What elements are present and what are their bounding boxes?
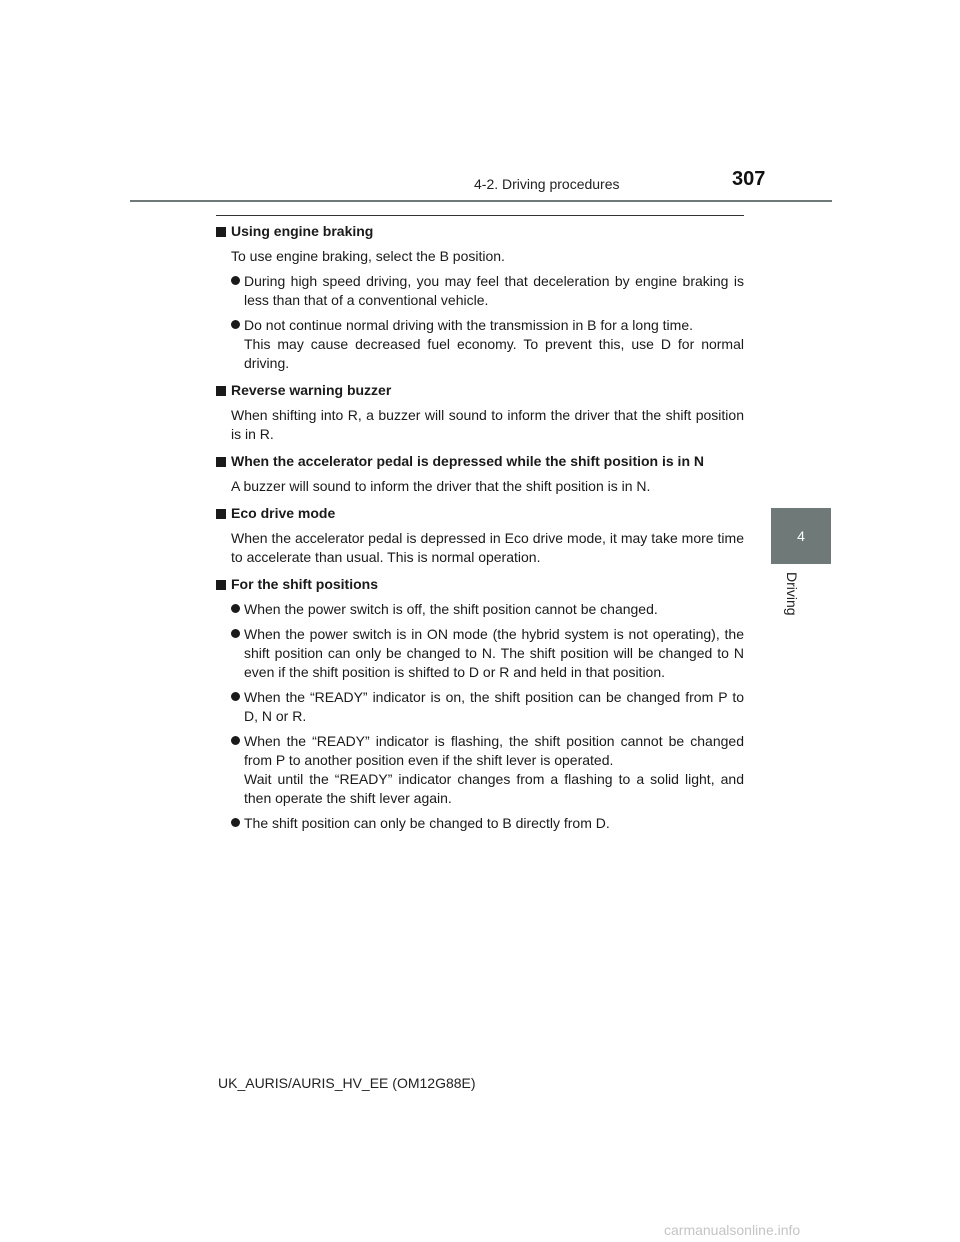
round-bullet-icon bbox=[231, 736, 240, 745]
chapter-tab[interactable]: 4 bbox=[771, 508, 831, 564]
section-heading bbox=[216, 504, 744, 523]
section bbox=[216, 504, 744, 567]
section bbox=[216, 222, 744, 373]
round-bullet-icon bbox=[231, 818, 240, 827]
section-heading bbox=[216, 222, 744, 241]
list-item-text: During high speed driving, you may feel that deceleration by engine braking is less than that of a conventional vehicle. bbox=[244, 273, 744, 308]
section-paragraph: When the accelerator pedal is depressed in Eco drive mode, it may take more time to accelerate than usual. This is normal operation. bbox=[231, 530, 744, 565]
square-bullet-icon bbox=[216, 386, 226, 396]
header-rule bbox=[130, 200, 832, 202]
section bbox=[216, 452, 744, 496]
list-item bbox=[231, 316, 744, 373]
section-paragraph: To use engine braking, select the B position. bbox=[231, 248, 505, 264]
page-number: 307 bbox=[732, 168, 766, 190]
section-paragraph: A buzzer will sound to inform the driver that the shift position is in N. bbox=[231, 478, 651, 494]
section-heading-text: Eco drive mode bbox=[231, 505, 336, 521]
bullet-list bbox=[231, 272, 744, 373]
list-item-text: The shift position can only be changed to B directly from D. bbox=[244, 815, 610, 831]
header-section-title: 4-2. Driving procedures bbox=[474, 176, 620, 192]
list-item bbox=[231, 272, 744, 310]
list-item-text: When the power switch is in ON mode (the hybrid system is not operating), the shift position can only be changed to N. The shift position will be changed to N even if the shift position is shifted to D or R and held in that position. bbox=[244, 626, 744, 680]
section-heading-text: When the accelerator pedal is depressed while the shift position is in N bbox=[231, 453, 704, 469]
square-bullet-icon bbox=[216, 580, 226, 590]
list-item-text: When the “READY” indicator is on, the shift position can be changed from P to D, N or R. bbox=[244, 689, 744, 724]
watermark: carmanualsonline.info bbox=[664, 1222, 801, 1238]
square-bullet-icon bbox=[216, 509, 226, 519]
list-item bbox=[231, 814, 744, 833]
chapter-tab-label: Driving bbox=[784, 572, 800, 616]
list-item bbox=[231, 625, 744, 682]
round-bullet-icon bbox=[231, 320, 240, 329]
round-bullet-icon bbox=[231, 276, 240, 285]
footer-code: UK_AURIS/AURIS_HV_EE (OM12G88E) bbox=[218, 1075, 476, 1091]
square-bullet-icon bbox=[216, 457, 226, 467]
list-item bbox=[231, 688, 744, 726]
list-item-text: When the “READY” indicator is flashing, the shift position cannot be changed from P to another position even if the shift lever is operated. Wait until the “READY” indicator changes from a flashing to a solid light, and then operate the shift lever again. bbox=[244, 733, 744, 806]
list-item bbox=[231, 732, 744, 808]
page-content bbox=[216, 222, 744, 841]
section-heading-text: Reverse warning buzzer bbox=[231, 382, 392, 398]
list-item bbox=[231, 600, 744, 619]
square-bullet-icon bbox=[216, 227, 226, 237]
section-heading-text: Using engine braking bbox=[231, 223, 374, 239]
round-bullet-icon bbox=[231, 604, 240, 613]
section-heading bbox=[216, 381, 744, 400]
round-bullet-icon bbox=[231, 692, 240, 701]
content-top-rule bbox=[216, 215, 744, 216]
bullet-list bbox=[231, 600, 744, 833]
section-heading-text: For the shift positions bbox=[231, 576, 378, 592]
section bbox=[216, 381, 744, 444]
round-bullet-icon bbox=[231, 629, 240, 638]
section-heading bbox=[216, 575, 744, 594]
section-paragraph: When shifting into R, a buzzer will sound to inform the driver that the shift position is in R. bbox=[231, 407, 744, 442]
list-item-text: Do not continue normal driving with the transmission in B for a long time. This may cause decreased fuel economy. To prevent this, use D for normal driving. bbox=[244, 317, 744, 371]
section-heading bbox=[216, 452, 744, 471]
section bbox=[216, 575, 744, 833]
list-item-text: When the power switch is off, the shift position cannot be changed. bbox=[244, 601, 658, 617]
